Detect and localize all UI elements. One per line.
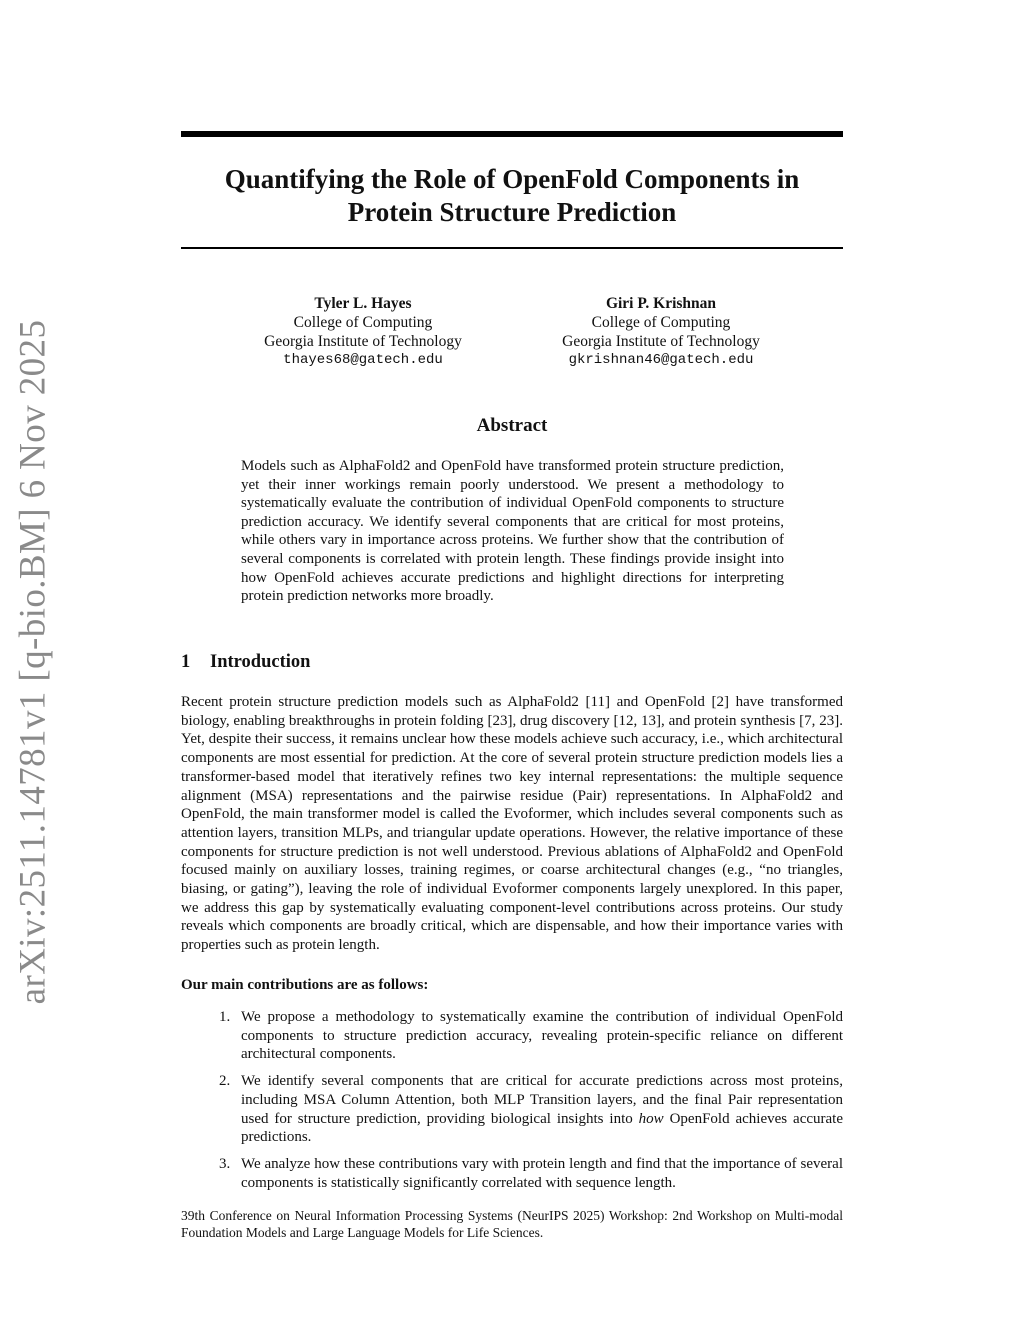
author-institution: Georgia Institute of Technology (264, 333, 462, 350)
author-block-2 (530, 294, 792, 370)
contribution-item (181, 1008, 843, 1064)
abstract-heading: Abstract (476, 415, 548, 436)
author-department: College of Computing (591, 314, 731, 331)
author-department: College of Computing (293, 314, 433, 331)
author-institution: Georgia Institute of Technology (562, 333, 760, 350)
section-number: 1 (181, 652, 191, 672)
paper-title-line-2: Protein Structure Prediction (347, 197, 677, 227)
contribution-text (241, 1073, 843, 1145)
contribution-item (181, 1072, 843, 1147)
list-marker: 2. (219, 1073, 231, 1090)
contribution-item (181, 1155, 843, 1192)
section-title: Introduction (210, 652, 311, 672)
contribution-text-end: OpenFold achieves accurate predictions. (241, 1110, 843, 1146)
contribution-text-start: We identify several components that are critical for accurate predictions across most proteins, including MSA Column Attention, both MLP Transition layers, and the final Pair representation used for structure prediction, providing biological insights into (241, 1073, 843, 1127)
abstract-text: Models such as AlphaFold2 and OpenFold have transformed protein structure prediction, yet their inner workings remain poorly understood. We present a methodology to systematically evaluate the contribution of individual OpenFold components to structure prediction accuracy. We identify several components that are critical for most proteins, while others vary in importance across proteins. We further show that the contribution of several components is correlated with protein length. These findings provide insight into how OpenFold achieves accurate predictions and highlight directions for interpreting protein prediction networks more broadly. (241, 458, 784, 605)
arxiv-identifier-text: arXiv:2511.14781v1 [q-bio.BM] 6 Nov 2025 (12, 319, 54, 1005)
author-name: Tyler L. Hayes (314, 295, 412, 312)
paper-title-line-1: Quantifying the Role of OpenFold Components in (224, 164, 800, 194)
author-email[interactable]: thayes68@gatech.edu (283, 352, 443, 368)
author-email[interactable]: gkrishnan46@gatech.edu (568, 352, 754, 368)
list-marker: 3. (219, 1155, 231, 1172)
introduction-paragraph: Recent protein structure prediction models such as AlphaFold2 [11] and OpenFold [2] have transformed biology, enabling breakthroughs in protein folding [23], drug discovery [12, 13], and protein synthesis [7, 23]. Yet, despite their success, it remains unclear how these models achieve such accuracy, i.e., which architectural components are most essential for prediction. At the core of several protein structure prediction models lies a transformer-based model that iteratively refines two key internal representations: the multiple sequence alignment (MSA) representations and the pairwise residue (Pair) representations. In AlphaFold2 and OpenFold, the main transformer model is called the Evoformer, which includes several components such as attention layers, transition MLPs, and triangular update operations. However, the relative importance of these components for structure prediction is not well understood. Previous ablations of AlphaFold2 and OpenFold focused mainly on auxiliary losses, training regimes, or coarse architectural changes (e.g., “no triangles, biasing, or gating”), leaving the role of individual Evoformer components largely unexplored. In this paper, we address this gap by systematically evaluating component-level contributions across proteins. Our study reveals which components are broadly critical, which are dispensable, and how their importance varies with properties such as protein length. (181, 694, 843, 954)
contribution-emphasis: how (638, 1110, 664, 1127)
paper-title (181, 163, 843, 229)
contributions-heading: Our main contributions are as follows: (181, 977, 429, 993)
conference-footnote: 39th Conference on Neural Information Processing Systems (NeurIPS 2025) Workshop: 2nd Workshop on Multi-modal Foundation Models and Large Language Models for Life Sciences. (181, 1208, 843, 1240)
list-marker: 1. (219, 1009, 231, 1025)
contribution-text: We analyze how these contributions vary with protein length and find that the importance of several components is statistically significantly correlated with sequence length. (241, 1155, 843, 1191)
contribution-text: We propose a methodology to systematically examine the contribution of individual OpenFold components to structure prediction accuracy, revealing protein-specific reliance on different architectural components. (241, 1009, 843, 1063)
author-block-1 (232, 294, 494, 370)
title-bottom-rule (181, 247, 843, 249)
contributions-list (181, 1008, 843, 1200)
title-top-rule (181, 131, 843, 137)
author-name: Giri P. Krishnan (605, 295, 717, 312)
section-heading-introduction (181, 652, 310, 673)
